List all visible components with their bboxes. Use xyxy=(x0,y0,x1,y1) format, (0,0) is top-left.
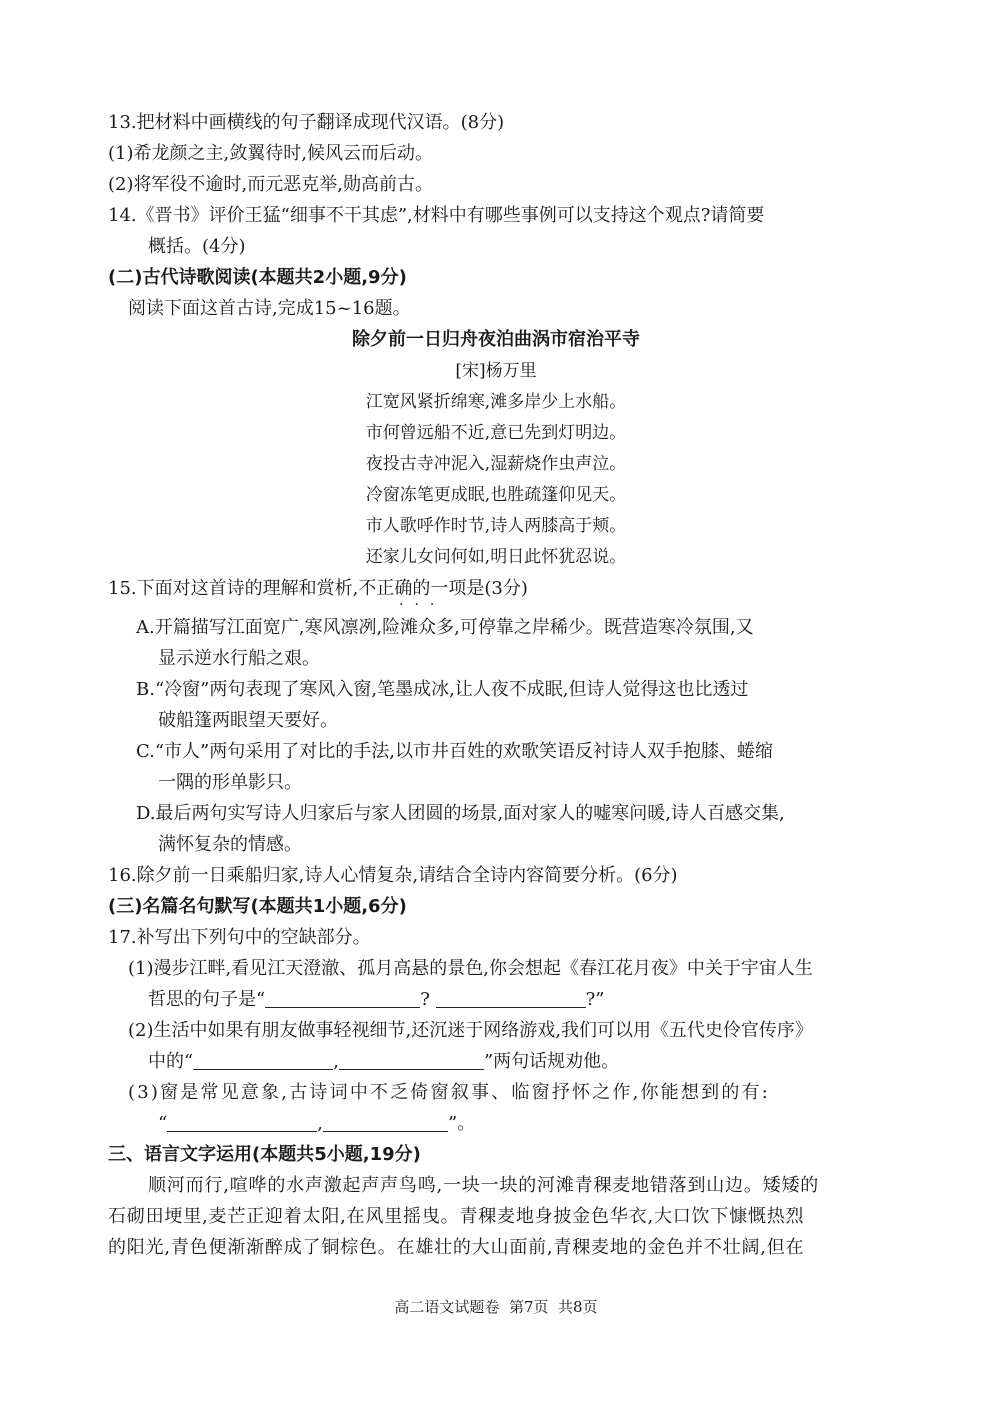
q15-stem-post: 的一项是(3分) xyxy=(412,578,528,599)
q17-part-2-mid: , xyxy=(333,1051,339,1072)
q17-stem: 17.补写出下列句中的空缺部分。 xyxy=(108,927,371,948)
q17-part-3-mid: , xyxy=(317,1113,323,1134)
q15-option-d-line-2: 满怀复杂的情感。 xyxy=(158,834,302,855)
q17-part-3-line-1: (3)窗是常见意象,古诗词中不乏倚窗叙事、临窗抒怀之作,你能想到的有: xyxy=(128,1082,771,1103)
section-3-heading: (三)名篇名句默写(本题共1小题,6分) xyxy=(108,896,407,917)
poem-line: 还家儿女问何如,明日此怀犹忍说。 xyxy=(365,547,627,567)
q17-part-1-prefix: 哲思的句子是“ xyxy=(148,989,266,1010)
q17-part-3-prefix: “ xyxy=(158,1113,168,1134)
poem-author: [宋]杨万里 xyxy=(455,361,537,381)
q16-stem: 16.除夕前一日乘船归家,诗人心情复杂,请结合全诗内容简要分析。(6分) xyxy=(108,865,678,886)
poem-title: 除夕前一日归舟夜泊曲涡市宿治平寺 xyxy=(352,329,640,350)
q17-part-3-suffix: ”。 xyxy=(447,1113,476,1134)
part-3-heading: 三、语言文字运用(本题共5小题,19分) xyxy=(108,1144,421,1165)
poem-line: 冷窗冻笔更成眠,也胜疏篷仰见天。 xyxy=(365,485,627,505)
poem-line: 夜投古寺冲泥入,湿薪烧作虫声泣。 xyxy=(365,454,627,474)
q13-sentence-1: (1)希龙颜之主,敛翼待时,候风云而后动。 xyxy=(108,143,433,164)
section-2-instruction: 阅读下面这首古诗,完成15~16题。 xyxy=(128,298,411,319)
q15-stem xyxy=(108,576,528,602)
q17-part-2-suffix: ”两句话规劝他。 xyxy=(483,1051,620,1072)
q15-option-a-line-2: 显示逆水行船之艰。 xyxy=(158,648,320,669)
q17-part-2-line-1: (2)生活中如果有朋友做事轻视细节,还沉迷于网络游戏,我们可以用《五代史伶官传序》 xyxy=(128,1020,813,1041)
q17-part-1-mid: ? xyxy=(420,989,430,1010)
q17-part-3-line-2 xyxy=(158,1111,475,1137)
fill-blank[interactable] xyxy=(436,989,586,1008)
q15-option-c-line-2: 一隅的形单影只。 xyxy=(158,772,302,793)
q13-stem: 13.把材料中画横线的句子翻译成现代汉语。(8分) xyxy=(108,112,505,133)
passage-line-2: 石砌田埂里,麦芒正迎着太阳,在风里摇曳。青稞麦地身披金色华衣,大口饮下慷慨热烈 xyxy=(108,1206,805,1227)
poem-line: 市何曾远船不近,意已先到灯明边。 xyxy=(365,423,627,443)
section-2-heading: (二)古代诗歌阅读(本题共2小题,9分) xyxy=(108,267,407,288)
q14-line-2: 概括。(4分) xyxy=(148,236,246,257)
q15-option-b-line-1: B.“冷窗”两句表现了寒风入窗,笔墨成冰,让人夜不成眠,但诗人觉得这也比透过 xyxy=(136,679,749,700)
page-footer: 高二语文试题卷 第7页 共8页 xyxy=(394,1298,598,1316)
poem-line: 市人歌呼作时节,诗人两膝高于颊。 xyxy=(365,516,627,536)
q15-stem-pre: 15.下面对这首诗的理解和赏析, xyxy=(108,578,359,599)
q17-part-1-suffix: ?” xyxy=(585,989,605,1010)
passage-line-1: 顺河而行,喧哗的水声激起声声鸟鸣,一块一块的河滩青稞麦地错落到山边。矮矮的 xyxy=(148,1175,820,1196)
emphasis-dots: ··· xyxy=(399,597,446,613)
q17-part-1-line-2 xyxy=(148,987,604,1013)
q15-option-d-line-1: D.最后两句实写诗人归家后与家人团圆的场景,面对家人的嘘寒问暖,诗人百感交集, xyxy=(136,803,785,824)
poem-line: 江宽风紧折绵寒,滩多岸少上水船。 xyxy=(365,392,627,412)
passage-line-3: 的阳光,青色便渐渐醉成了铜棕色。在雄壮的大山面前,青稞麦地的金色并不壮阔,但在 xyxy=(108,1237,805,1258)
q17-part-2-prefix: 中的“ xyxy=(148,1051,194,1072)
fill-blank[interactable] xyxy=(193,1051,333,1070)
q17-part-1-line-1: (1)漫步江畔,看见江天澄澈、孤月高悬的景色,你会想起《春江花月夜》中关于宇宙人生 xyxy=(128,958,813,979)
q14-line-1: 14.《晋书》评价王猛“细事不干其虑”,材料中有哪些事例可以支持这个观点?请简要 xyxy=(108,205,765,226)
q15-option-c-line-1: C.“市人”两句采用了对比的手法,以市井百姓的欢歌笑语反衬诗人双手抱膝、蜷缩 xyxy=(136,741,773,762)
q15-option-b-line-2: 破船篷两眼望天要好。 xyxy=(158,710,338,731)
q15-stem-emphasis: 不正确 xyxy=(358,578,413,599)
q17-part-2-line-2 xyxy=(148,1049,619,1075)
fill-blank[interactable] xyxy=(265,989,420,1008)
q15-option-a-line-1: A.开篇描写江面宽广,寒风凛冽,险滩众多,可停靠之岸稀少。既营造寒冷氛围,又 xyxy=(136,617,754,638)
fill-blank[interactable] xyxy=(339,1051,484,1070)
fill-blank[interactable] xyxy=(323,1113,448,1132)
fill-blank[interactable] xyxy=(167,1113,317,1132)
q13-sentence-2: (2)将军役不逾时,而元恶克举,勋高前古。 xyxy=(108,174,433,195)
